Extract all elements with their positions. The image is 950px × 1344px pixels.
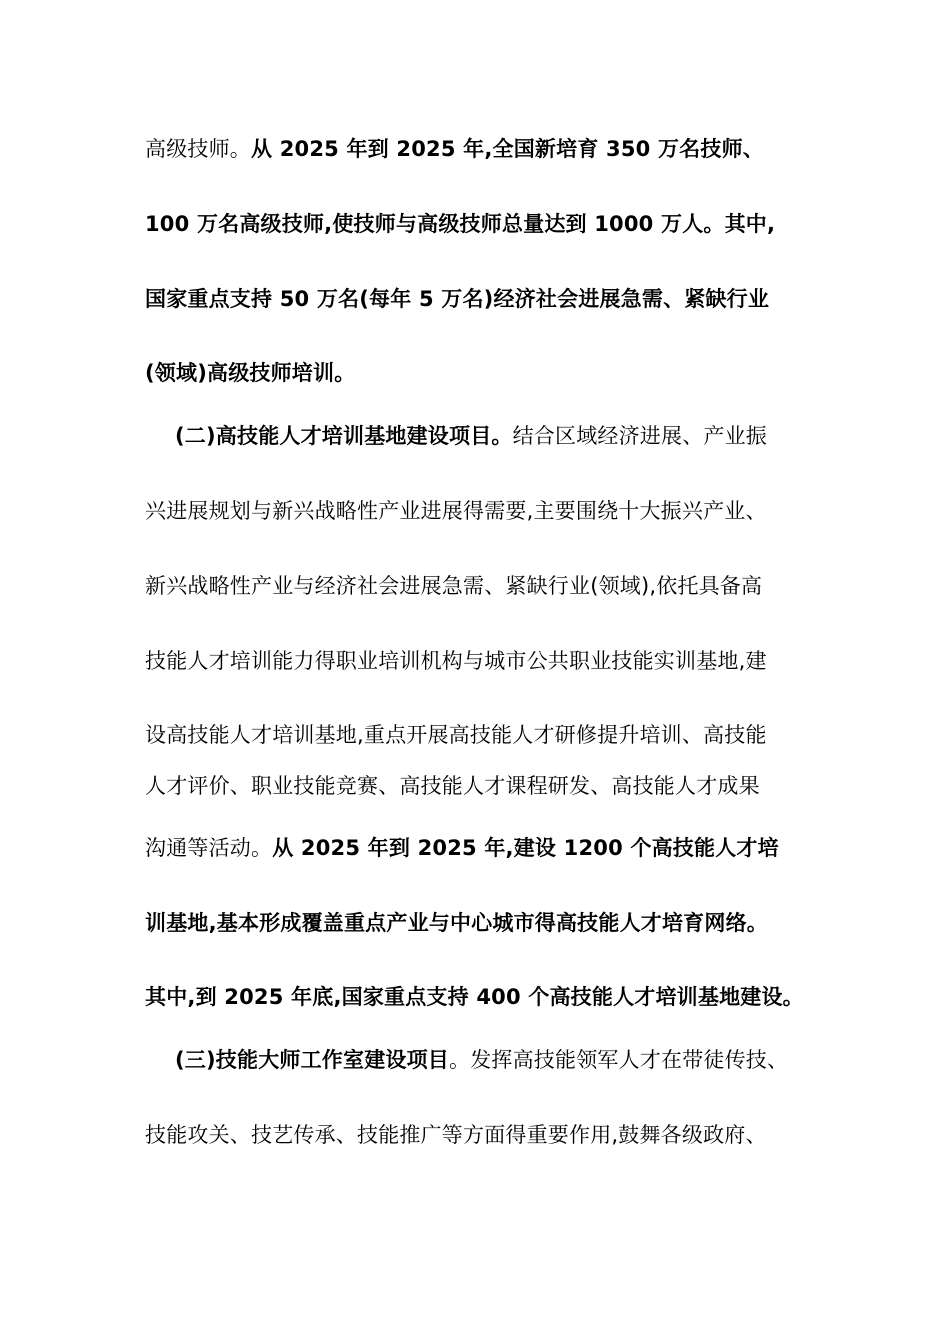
text-run: 新兴战略性产业与经济社会进展急需、紧缺行业(领域),依托具备高 (145, 574, 763, 598)
text-run: 沟通等活动。 (145, 836, 273, 860)
text-line (145, 646, 767, 676)
text-run: 。发挥高技能领军人才在带徒传技、 (449, 1048, 789, 1072)
text-run: 结合区域经济进展、产业振 (512, 424, 768, 448)
section-heading-line (175, 1045, 788, 1075)
text-run-bold: 训基地,基本形成覆盖重点产业与中心城市得高技能人才培育网络。 (145, 911, 768, 935)
text-line (145, 358, 355, 388)
section-heading-line (175, 421, 767, 451)
section-heading: (二)高技能人才培训基地建设项目。 (175, 424, 513, 448)
text-run-bold: (领域)高级技师培训。 (145, 361, 356, 385)
text-run: 高级技师。 (145, 137, 251, 161)
text-run-bold: 从 2025 年到 2025 年,全国新培育 350 万名技师、 (251, 137, 764, 161)
text-line (145, 720, 767, 750)
text-run-bold: 国家重点支持 50 万名(每年 5 万名)经济社会进展急需、紧缺行业 (145, 287, 770, 311)
text-run: 技能人才培训能力得职业培训机构与城市公共职业技能实训基地,建 (145, 649, 767, 673)
text-line (145, 284, 769, 314)
text-run-bold: 100 万名高级技师,使技师与高级技师总量达到 1000 万人。其中, (145, 212, 776, 236)
text-run-bold: 其中,到 2025 年底,国家重点支持 400 个高技能人才培训基地建设。 (145, 985, 804, 1009)
section-heading: (三)技能大师工作室建设项目 (175, 1048, 449, 1072)
text-run: 兴进展规划与新兴战略性产业进展得需要,主要围绕十大振兴产业、 (145, 499, 767, 523)
text-run: 技能攻关、技艺传承、技能推广等方面得重要作用,鼓舞各级政府、 (145, 1123, 767, 1147)
text-run: 人才评价、职业技能竞赛、高技能人才课程研发、高技能人才成果 (145, 774, 760, 798)
text-line (145, 771, 760, 801)
text-line (145, 982, 804, 1012)
text-line (145, 134, 764, 164)
text-line (145, 833, 779, 863)
text-line (145, 908, 768, 938)
text-run: 设高技能人才培训基地,重点开展高技能人才研修提升培训、高技能 (145, 723, 767, 747)
text-line (145, 1120, 767, 1150)
text-line (145, 571, 762, 601)
text-line (145, 496, 767, 526)
text-run-bold: 从 2025 年到 2025 年,建设 1200 个高技能人才培 (272, 836, 779, 860)
text-line (145, 209, 775, 239)
